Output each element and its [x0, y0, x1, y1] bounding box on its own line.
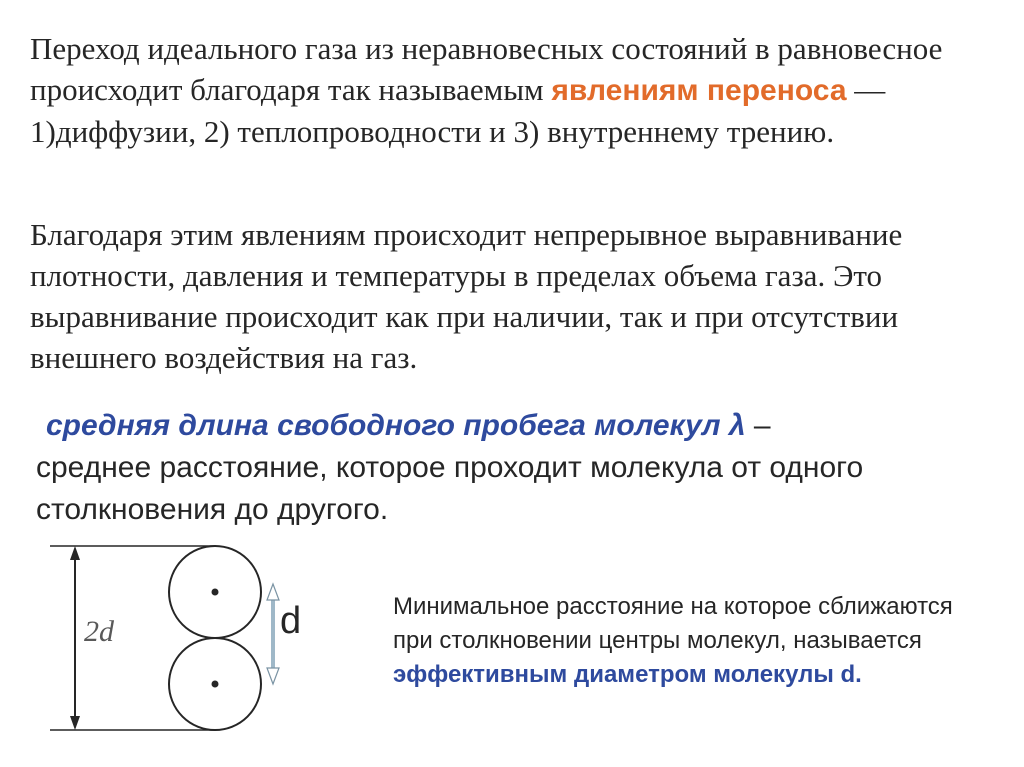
paragraph1-text-after: — 1)диффузии, 2) теплопроводности и 3) внутреннему трению. [30, 72, 886, 149]
arrow-d-down-icon [267, 668, 279, 684]
arrow-d-up-icon [267, 584, 279, 600]
molecules-diagram [40, 538, 280, 738]
paragraph1-text-before: Переход идеального газа из неравновесных состояний в равновесное происходит благодаря так называемым [30, 31, 943, 107]
note-effective-diameter [393, 590, 953, 692]
arrow-up-icon [70, 546, 80, 560]
note-text: Минимальное расстояние на которое сближаются при столкновении центры молекул, называется [393, 593, 953, 654]
note-term: эффективным диаметром молекулы d. [393, 661, 862, 688]
definition-dash: – [745, 409, 771, 442]
molecule-bottom-center [212, 681, 219, 688]
definition-text: среднее расстояние, которое проходит молекула от одного столкновения до другого. [36, 451, 864, 526]
highlight-transport-phenomena: явлениям переноса [551, 74, 847, 107]
paragraph-equalization: Благодаря этим явлениям происходит непрерывное выравнивание плотности, давления и температуры в пределах объема газа. Это выравнивание происходит как при наличии, так и при отсутствии внешнего воздействия на газ. [30, 217, 903, 375]
paragraph-transport-phenomena [30, 28, 990, 152]
label-2d: 2d [84, 615, 114, 648]
definition-mean-free-path [36, 405, 936, 531]
molecule-top-center [212, 589, 219, 596]
arrow-down-icon [70, 716, 80, 730]
label-d: d [280, 600, 302, 642]
definition-term: средняя длина свободного пробега молекул λ [46, 409, 746, 442]
